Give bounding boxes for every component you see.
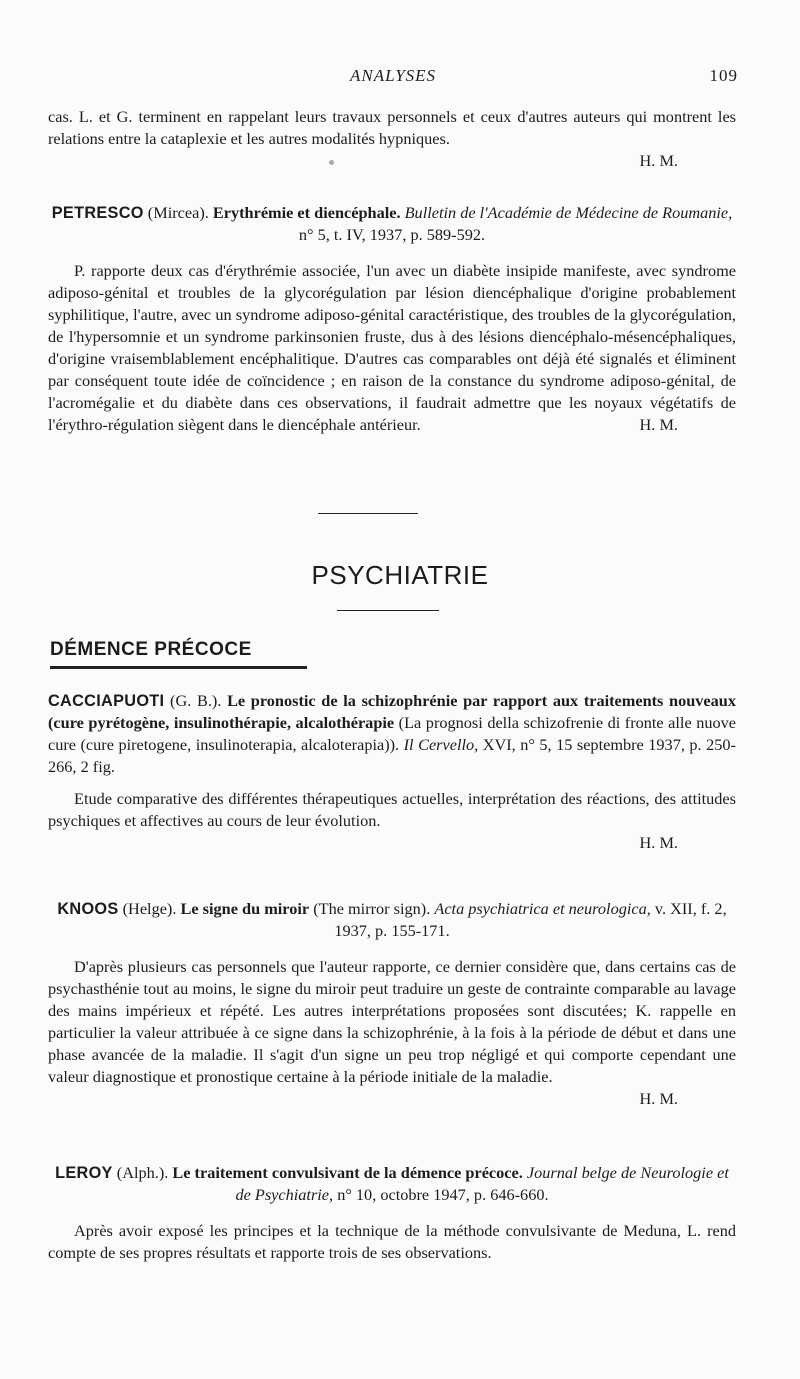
- subsection-underline: [50, 666, 307, 669]
- divider-rule: [318, 513, 418, 514]
- entry-petresco: [48, 202, 736, 436]
- reference: n° 5, t. IV, 1937, p. 589-592.: [298, 225, 486, 244]
- intro-text: cas. L. et G. terminent en rappelant leurs travaux personnels et ceux d'autres auteurs qui montrent les relations entre la cataplexie et les autres modalités hypniques.: [48, 107, 736, 148]
- entry-petresco-body: P. rapporte deux cas d'érythrémie associée, l'un avec un diabète insipide manifeste, avec syndrome adiposo-génital et troubles de la glycorégulation par lésion diencéphalique d'origine probablement syphilitique, l'autre, avec un syndrome adiposo-génital caractéristique, des troubles de la glycorégulation, de l'hypersomnie et un syndrome parkinsonien fruste, dus à des lésions diencéphalo-mésencéphaliques, d'origine vraisemblablement encéphalitique. D'autres cas comparables ont déjà été signalés et éliminent par conséquent toute idée de coïncidence ; en raison de la constance du syndrome adiposo-génital, de l'acromégalie et du diabète dans ces observations, il faudrait admettre que les noyaux végétatifs de l'érythro-régulation siègent dans le diencéphale antérieur.: [48, 261, 736, 434]
- running-header: [48, 66, 738, 92]
- reference: v. XII, f. 2, 1937, p. 155-171.: [334, 899, 727, 940]
- entry-knoos: [48, 898, 736, 1110]
- intro-block: [48, 106, 736, 172]
- reference: n° 10, octobre 1947, p. 646-660.: [337, 1185, 549, 1204]
- author-initials: (G. B.).: [170, 691, 222, 710]
- journal-name: Acta psychiatrica et neurologica,: [434, 899, 651, 918]
- entry-cacciapuoti-citation: [48, 690, 736, 778]
- divider-rule-short: [337, 610, 439, 611]
- entry-knoos-body: D'après plusieurs cas personnels que l'auteur rapporte, ce dernier considère que, dans certains cas de psychasthénie tout au moins, le signe du miroir peut traduire un geste de contrainte comparable au lavage des mains impérieux et répété. Les autres interprétations proposées sont discutées; K. rappelle en particulier la valeur attribuée à ce signe dans la schizophrénie, à la fois à la période de début et dans une phase avancée de la maladie. Il s'agit d'un signe un peu trop négligé et qui comporte cependant une valeur diagnostique et pronostique certaine à la période initiale de la maladie.: [48, 957, 736, 1086]
- article-title: Le traitement convulsivant de la démence précoce.: [172, 1163, 523, 1182]
- author-initials: (Mircea).: [147, 203, 209, 222]
- reference: XVI, n° 5, 15 septembre 1937, p. 250-266, 2 fig.: [48, 735, 736, 776]
- entry-leroy-body: Après avoir exposé les principes et la technique de la méthode convulsivante de Meduna, L. rend compte de ses propres résultats et rapporte trois de ses observations.: [48, 1221, 736, 1262]
- author-initials: (Alph.).: [116, 1163, 169, 1182]
- speck-mark: [329, 160, 334, 165]
- entry-cacciapuoti: [48, 690, 736, 854]
- page-number: 109: [709, 66, 738, 85]
- journal-name: Il Cervello,: [403, 735, 479, 754]
- journal-name: Bulletin de l'Académie de Médecine de Roumanie,: [404, 203, 733, 222]
- section-heading: PSYCHIATRIE: [311, 560, 489, 590]
- entry-knoos-signature: H. M.: [639, 1089, 678, 1108]
- journal-name: Journal belge de Neurologie et de Psychiatrie,: [235, 1163, 729, 1204]
- article-title-english: (The mirror sign).: [313, 899, 431, 918]
- intro-signature: H. M.: [639, 151, 678, 170]
- entry-cacciapuoti-signature: H. M.: [639, 833, 678, 852]
- author-name: PETRESCO: [51, 204, 144, 222]
- author-initials: (Helge).: [122, 899, 177, 918]
- entry-knoos-citation: [48, 898, 736, 942]
- header-title: ANALYSES: [349, 66, 437, 85]
- author-name: LEROY: [55, 1164, 113, 1182]
- author-name: CACCIAPUOTI: [48, 692, 165, 710]
- entry-leroy-citation: [48, 1162, 736, 1206]
- article-title: Le signe du miroir: [180, 899, 310, 918]
- entry-petresco-signature: H. M.: [639, 415, 678, 434]
- subsection-heading: DÉMENCE PRÉCOCE: [50, 639, 252, 660]
- article-title-italian: (La prognosi della schizofrenie di fronte alle nuove cure (cure piretogene, insulinoterapia, alcaloterapia)).: [48, 713, 737, 754]
- entry-cacciapuoti-body: Etude comparative des différentes thérapeutiques actuelles, interprétation des réactions, des attitudes psychiques et affectives au cours de leur évolution.: [48, 789, 736, 830]
- author-name: KNOOS: [57, 900, 119, 918]
- entry-leroy: [48, 1162, 736, 1264]
- entry-petresco-citation: [48, 202, 736, 246]
- article-title: Le pronostic de la schizophrénie par rapport aux traitements nouveaux (cure pyrétogène, insulinothérapie, alcalothérapie: [48, 691, 736, 732]
- article-title: Erythrémie et diencéphale.: [212, 203, 401, 222]
